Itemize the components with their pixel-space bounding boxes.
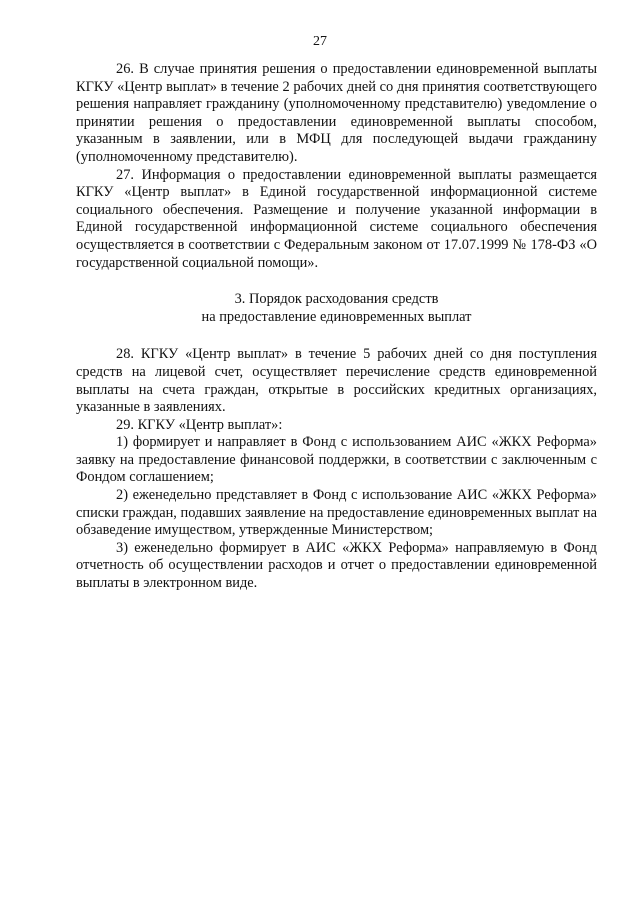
paragraph-27: 27. Информация о предоставлении единовременной выплаты размещается КГКУ «Центр выплат» в Единой государственной информационной системе социального обеспечения. Размещение и получение указанной информации в Единой государственной информационной системе социального обеспечения осуществляется в соответствии с Федеральным законом от 17.07.1999 № 178-ФЗ «О государственной социальной помощи». [76,166,597,271]
page-number: 27 [313,34,327,49]
list-item-1: 1) формирует и направляет в Фонд с использованием АИС «ЖКХ Реформа» заявку на предоставление финансовой поддержки, в соответствии с заключенным с Фондом соглашением; [76,434,597,486]
section-heading-line-1: 3. Порядок расходования средств [234,291,439,308]
document-body [76,61,597,593]
section-heading-line-2: на предоставление единовременных выплат [201,308,472,325]
spacer [76,326,597,346]
paragraph-29: 29. КГКУ «Центр выплат»: [116,416,283,433]
paragraph-28: 28. КГКУ «Центр выплат» в течение 5 рабочих дней со дня поступления средств на лицевой счет, осуществляет перечисление средств единовременной выплаты на счета граждан, открытые в российских кредитных организациях, указанные в заявлениях. [76,346,597,416]
list-item-3: 3) еженедельно формирует в АИС «ЖКХ Реформа» направляемую в Фонд отчетность об осуществлении расходов и отчет о предоставлении единовременной выплаты в электронном виде. [76,539,597,592]
list-item-2: 2) еженедельно представляет в Фонд с использование АИС «ЖКХ Реформа» списки граждан, подавших заявление на предоставление единовременных выплат на обзаведение имуществом, утвержденные Министерством; [76,487,597,539]
paragraph-26: 26. В случае принятия решения о предоставлении единовременной выплаты КГКУ «Центр выплат» в течение 2 рабочих дней со дня принятия соответствующего решения направляет гражданину (уполномоченному представителю) уведомление о принятии решения о предоставлении единовременной выплаты способом, указанным в заявлении, или в МФЦ для последующей выдачи гражданину (уполномоченному представителю). [76,61,597,165]
spacer [76,272,597,291]
